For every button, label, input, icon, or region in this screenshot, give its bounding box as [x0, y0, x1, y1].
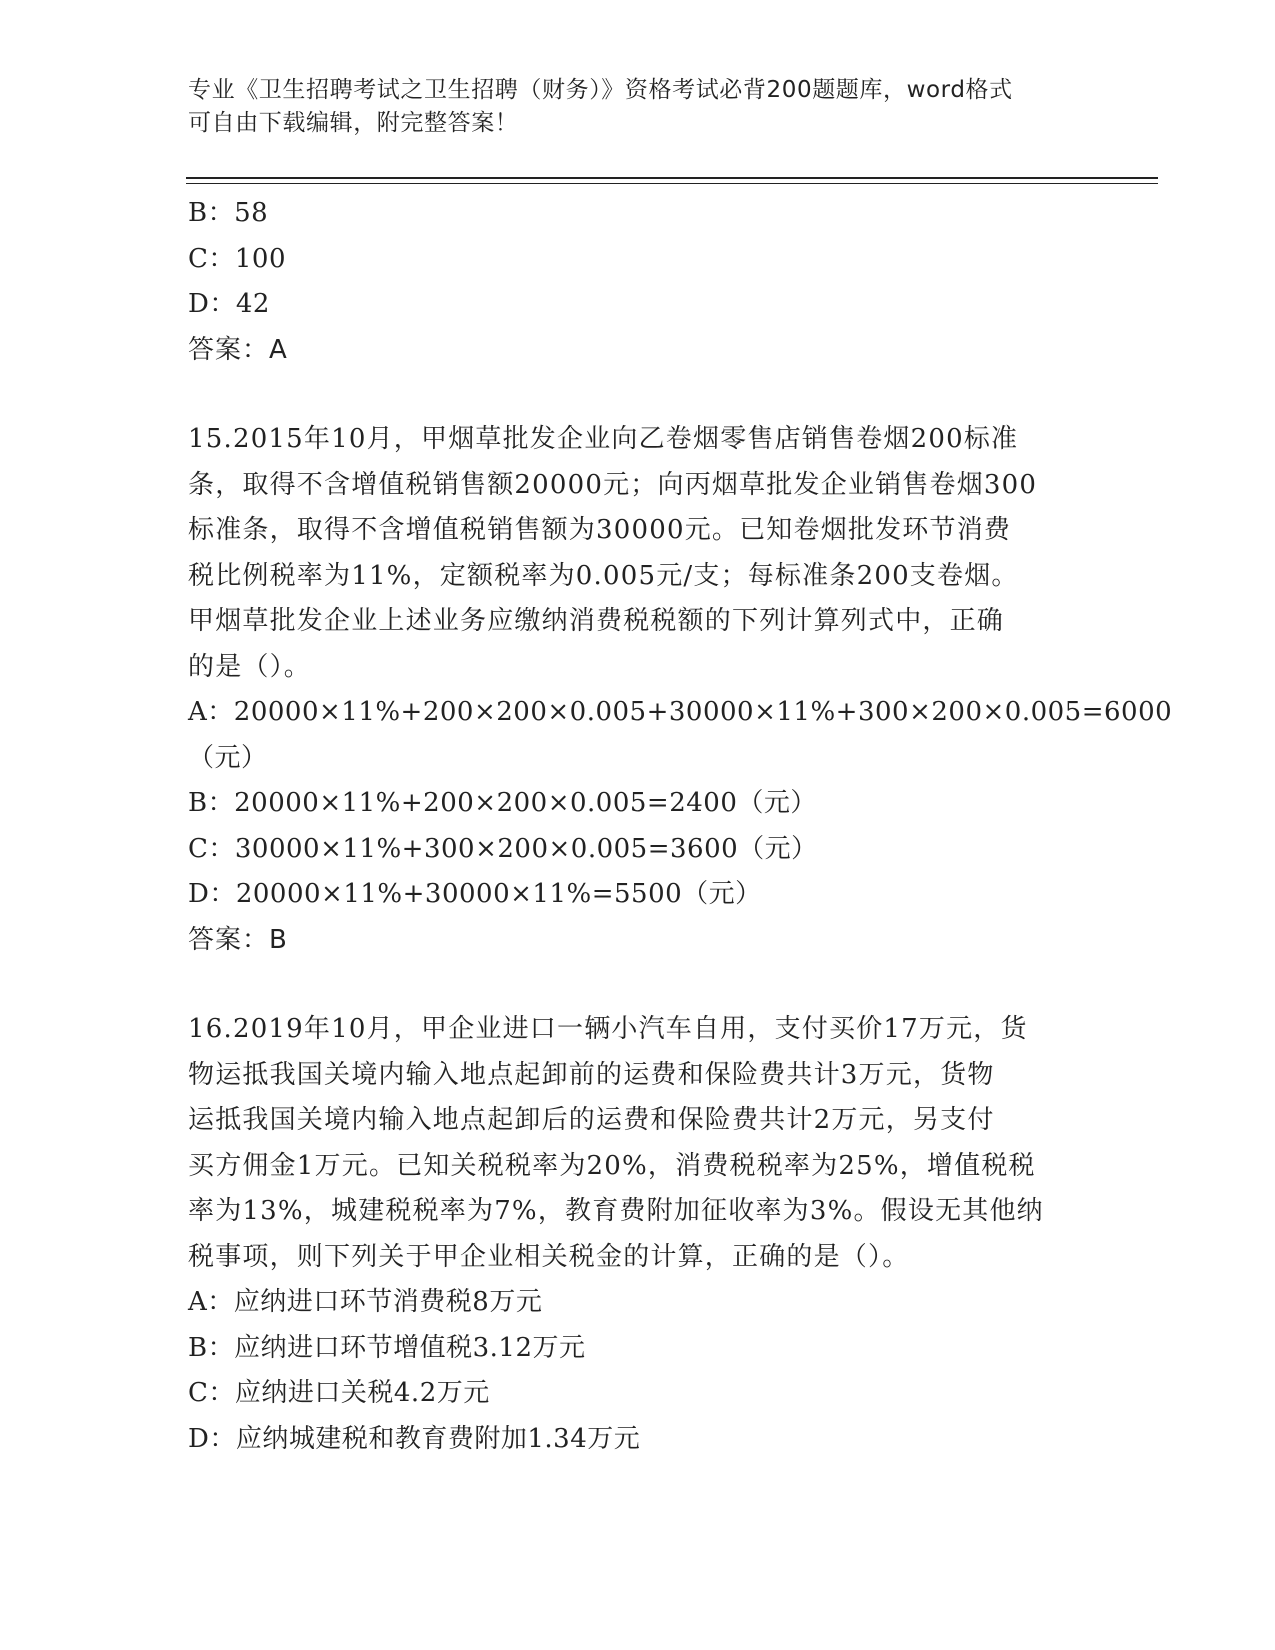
spacer [188, 373, 1088, 417]
spacer [188, 963, 1088, 1007]
question-text-line: 16.2019年10月，甲企业进口一辆小汽车自用，支付买价17万元，货 [188, 1014, 1028, 1044]
option-c: C：100 [188, 243, 287, 274]
option-c: C：30000×11%+300×200×0.005=3600（元） [188, 833, 818, 864]
option-d: D：应纳城建税和教育费附加1.34万元 [188, 1423, 641, 1454]
option-d: D：20000×11%+30000×11%=5500（元） [188, 879, 762, 909]
header-divider-thin [186, 183, 1158, 184]
question-text-line: 税事项，则下列关于甲企业相关税金的计算，正确的是（）。 [188, 1241, 910, 1272]
option-a: A：应纳进口环节消费税8万元 [188, 1287, 543, 1317]
question-text-line: 的是（）。 [188, 651, 312, 682]
header-title-line-2: 可自由下载编辑，附完整答案！ [188, 110, 519, 136]
option-a: A：20000×11%+200×200×0.005+30000×11%+300×200×0.005=6000 [188, 697, 1173, 727]
question-text-line: 条，取得不含增值税销售额20000元；向丙烟草批发企业销售卷烟300 [188, 469, 1038, 500]
option-b: B：20000×11%+200×200×0.005=2400（元） [188, 788, 817, 818]
question-15 [188, 417, 1173, 963]
question-text-line: 税比例税率为11%，定额税率为0.005元/支；每标准条200支卷烟。 [188, 560, 1019, 591]
option-b: B：应纳进口环节增值税3.12万元 [188, 1332, 586, 1363]
option-b: B：58 [188, 198, 269, 228]
previous-question-tail [188, 191, 1088, 373]
question-text-line: 买方佣金1万元。已知关税税率为20%，消费税税率为25%，增值税税 [188, 1150, 1036, 1181]
answer-line: 答案：A [188, 334, 288, 365]
question-text-line: 率为13%，城建税税率为7%，教育费附加征收率为3%。假设无其他纳 [188, 1196, 1044, 1226]
question-text-line: 运抵我国关境内输入地点起卸后的运费和保险费共计2万元，另支付 [188, 1105, 995, 1135]
question-text-line: 标准条，取得不含增值税销售额为30000元。已知卷烟批发环节消费 [188, 515, 1012, 545]
option-a-continued: （元） [188, 742, 268, 773]
question-text-line: 15.2015年10月，甲烟草批发企业向乙卷烟零售店销售卷烟200标准 [188, 424, 1019, 454]
option-d: D：42 [188, 289, 270, 319]
header-divider-thick [186, 177, 1158, 179]
question-text-line: 物运抵我国关境内输入地点起卸前的运费和保险费共计3万元，货物 [188, 1059, 995, 1090]
answer-line: 答案：B [188, 924, 288, 955]
header-title-line-1: 专业《卫生招聘考试之卫生招聘（财务）》资格考试必背200题题库，word格式 [188, 77, 1013, 103]
question-16 [188, 1007, 1088, 1462]
question-text-line: 甲烟草批发企业上述业务应缴纳消费税税额的下列计算列式中，正确 [188, 606, 1005, 636]
page-header [188, 74, 1068, 140]
document-body [188, 191, 1173, 1462]
option-c: C：应纳进口关税4.2万元 [188, 1378, 490, 1408]
